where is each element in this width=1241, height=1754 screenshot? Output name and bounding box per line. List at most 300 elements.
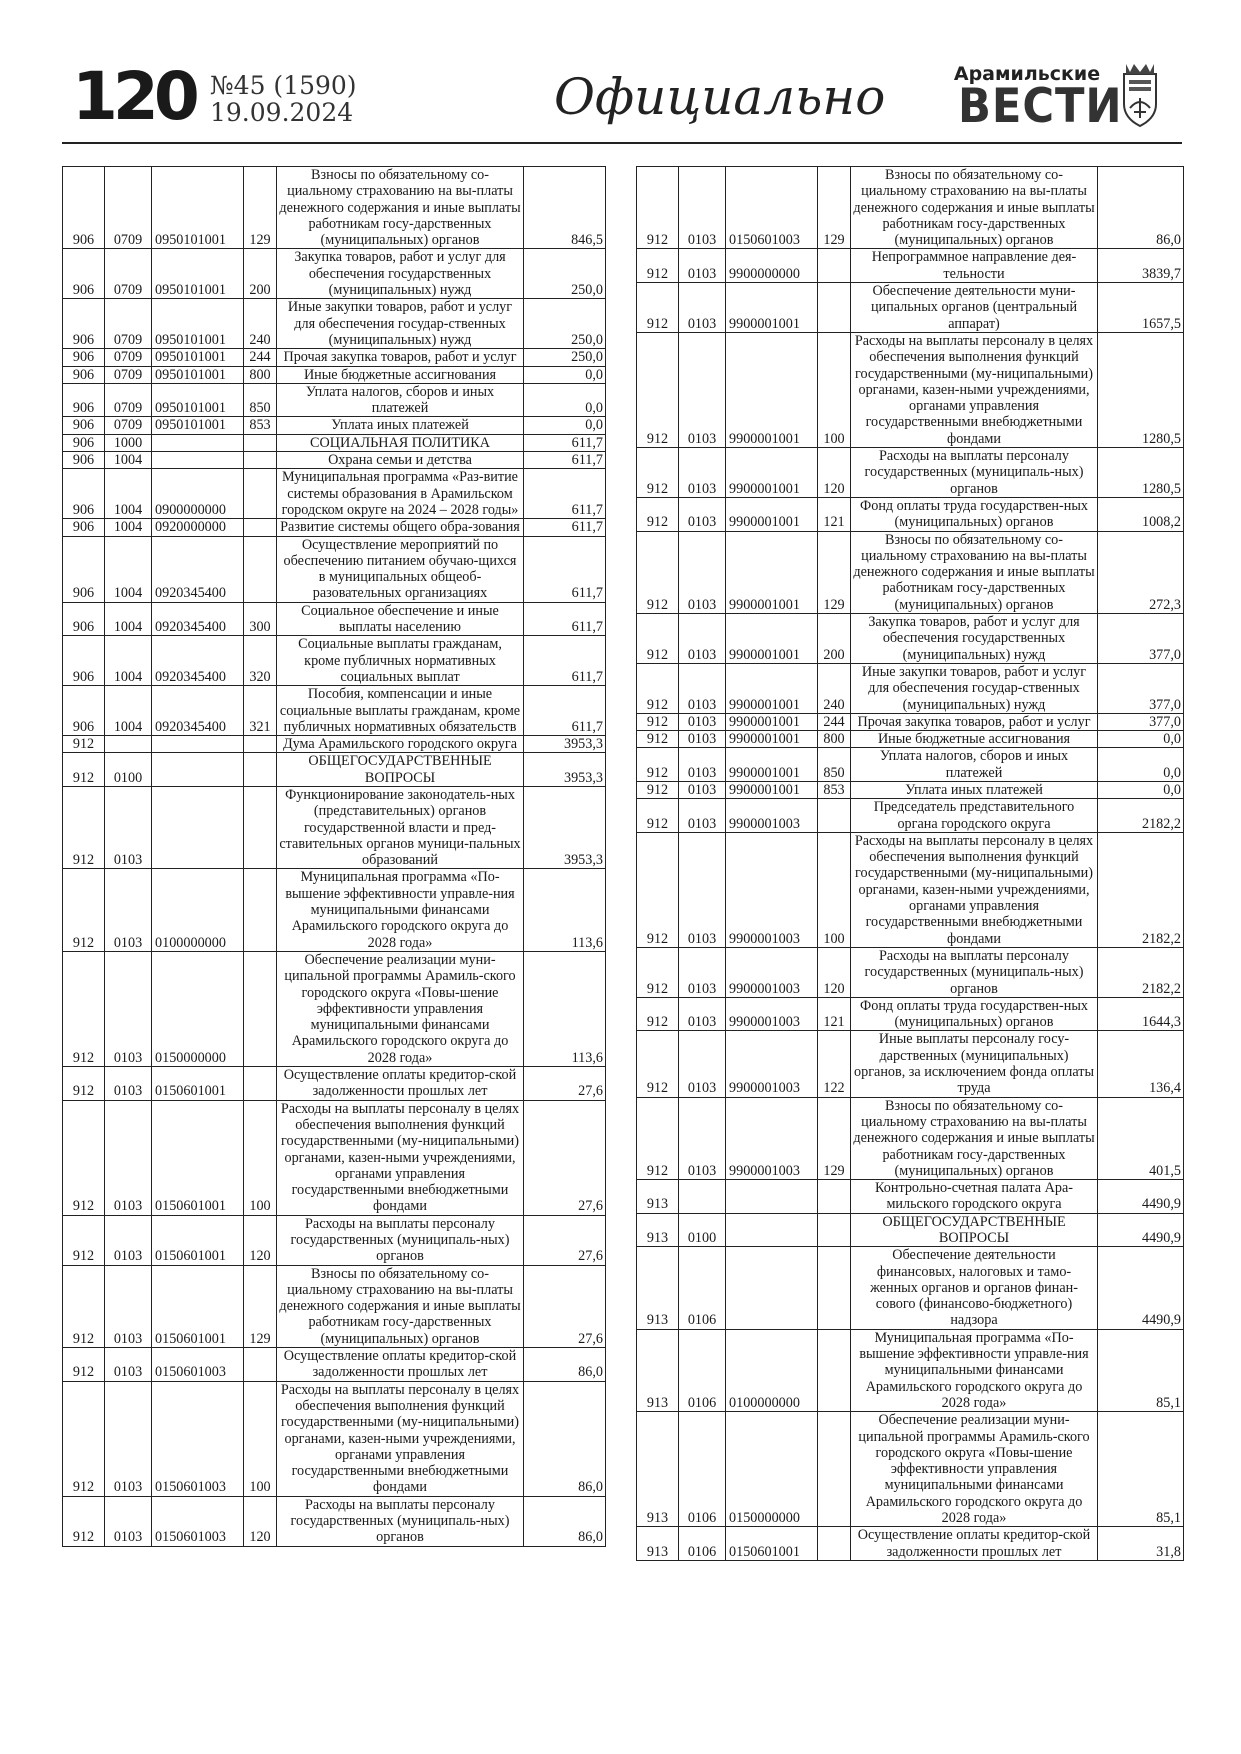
section-code-cell: 0100: [679, 1213, 726, 1247]
expense-type-cell: 240: [244, 299, 277, 349]
description-cell: Расходы на выплаты персоналу государственных (муниципаль-ных) органов: [851, 448, 1098, 498]
table-row: [63, 249, 606, 299]
section-code-cell: 1004: [105, 602, 152, 636]
section-code-cell: 1004: [105, 469, 152, 519]
target-article-cell: 9900001001: [726, 663, 818, 713]
amount-cell: 0,0: [524, 417, 606, 434]
dept-code-cell: 906: [63, 167, 105, 249]
expense-type-cell: [244, 469, 277, 519]
expense-type-cell: [244, 536, 277, 602]
table-row: [637, 1412, 1184, 1527]
table-row: [637, 663, 1184, 713]
expense-type-cell: 120: [244, 1215, 277, 1265]
expense-type-cell: [244, 1067, 277, 1101]
table-row: [63, 1215, 606, 1265]
target-article-cell: 9900001003: [726, 799, 818, 833]
amount-cell: 86,0: [524, 1381, 606, 1496]
table-row: [63, 167, 606, 249]
expense-type-cell: 321: [244, 686, 277, 736]
amount-cell: 27,6: [524, 1265, 606, 1347]
section-code-cell: 0103: [679, 283, 726, 333]
section-code-cell: 0709: [105, 383, 152, 417]
amount-cell: 113,6: [524, 951, 606, 1066]
target-article-cell: 0150601001: [152, 1067, 244, 1101]
target-article-cell: 9900001003: [726, 997, 818, 1031]
dept-code-cell: 912: [637, 249, 679, 283]
dept-code-cell: 912: [637, 497, 679, 531]
amount-cell: 611,7: [524, 686, 606, 736]
dept-code-cell: 906: [63, 636, 105, 686]
description-cell: Обеспечение деятельности муни-ципальных органов (центральный аппарат): [851, 283, 1098, 333]
amount-cell: 250,0: [524, 249, 606, 299]
amount-cell: 250,0: [524, 349, 606, 366]
amount-cell: 4490,9: [1098, 1180, 1184, 1214]
amount-cell: 0,0: [1098, 731, 1184, 748]
description-cell: Иные бюджетные ассигнования: [851, 731, 1098, 748]
amount-cell: 401,5: [1098, 1097, 1184, 1179]
dept-code-cell: 906: [63, 602, 105, 636]
expense-type-cell: 100: [818, 332, 851, 447]
description-cell: Муниципальная программа «По-вышение эффективности управле-ния муниципальными финансами Арамильского городского округа до 2028 года»: [851, 1329, 1098, 1411]
expense-type-cell: [244, 452, 277, 469]
section-code-cell: 0103: [679, 663, 726, 713]
section-code-cell: 0106: [679, 1412, 726, 1527]
page-header: [62, 58, 1182, 144]
dept-code-cell: 912: [63, 1496, 105, 1546]
amount-cell: 113,6: [524, 869, 606, 951]
amount-cell: 846,5: [524, 167, 606, 249]
dept-code-cell: 912: [637, 832, 679, 947]
amount-cell: 1644,3: [1098, 997, 1184, 1031]
expense-type-cell: 121: [818, 997, 851, 1031]
table-row: [63, 349, 606, 366]
section-code-cell: 0103: [679, 832, 726, 947]
expense-type-cell: 120: [818, 448, 851, 498]
issue-number: №45 (1590): [210, 71, 357, 100]
table-row: [63, 519, 606, 536]
target-article-cell: 0920345400: [152, 536, 244, 602]
dept-code-cell: 912: [637, 1031, 679, 1097]
dept-code-cell: 906: [63, 366, 105, 383]
section-code-cell: 1004: [105, 636, 152, 686]
target-article-cell: 9900001001: [726, 283, 818, 333]
expense-type-cell: 200: [818, 614, 851, 664]
target-article-cell: 0920345400: [152, 686, 244, 736]
dept-code-cell: 912: [637, 167, 679, 249]
expense-type-cell: 800: [818, 731, 851, 748]
description-cell: Взносы по обязательному со-циальному страхованию на вы-платы денежного содержания и иные выплаты работникам госу-дарственных (муниципальных) органов: [851, 531, 1098, 613]
amount-cell: 0,0: [1098, 781, 1184, 798]
dept-code-cell: 912: [637, 663, 679, 713]
target-article-cell: 0150601001: [152, 1215, 244, 1265]
left-table-body: [63, 167, 606, 1547]
expense-type-cell: [818, 1329, 851, 1411]
table-row: [637, 781, 1184, 798]
expense-type-cell: 200: [244, 249, 277, 299]
amount-cell: 4490,9: [1098, 1213, 1184, 1247]
target-article-cell: 0150601003: [152, 1348, 244, 1382]
target-article-cell: 9900001003: [726, 947, 818, 997]
amount-cell: 0,0: [524, 366, 606, 383]
description-cell: Взносы по обязательному со-циальному страхованию на вы-платы денежного содержания и иные выплаты работникам госу-дарственных (муниципальных) органов: [277, 167, 524, 249]
dept-code-cell: 906: [63, 299, 105, 349]
section-code-cell: 0103: [679, 997, 726, 1031]
target-article-cell: [152, 786, 244, 868]
target-article-cell: 0950101001: [152, 349, 244, 366]
amount-cell: 1280,5: [1098, 332, 1184, 447]
amount-cell: 611,7: [524, 536, 606, 602]
newspaper-logo: [952, 63, 1123, 134]
dept-code-cell: 913: [637, 1412, 679, 1527]
target-article-cell: [152, 452, 244, 469]
amount-cell: 27,6: [524, 1067, 606, 1101]
section-code-cell: 0103: [679, 249, 726, 283]
dept-code-cell: 912: [637, 947, 679, 997]
target-article-cell: 0950101001: [152, 366, 244, 383]
description-cell: Иные бюджетные ассигнования: [277, 366, 524, 383]
table-row: [63, 951, 606, 1066]
amount-cell: 611,7: [524, 469, 606, 519]
table-row: [637, 748, 1184, 782]
table-row: [63, 1265, 606, 1347]
expense-type-cell: 120: [244, 1496, 277, 1546]
dept-code-cell: 906: [63, 249, 105, 299]
target-article-cell: 9900001001: [726, 497, 818, 531]
target-article-cell: 9900001001: [726, 748, 818, 782]
section-code-cell: [679, 1180, 726, 1214]
table-row: [63, 686, 606, 736]
table-row: [637, 713, 1184, 730]
table-row: [637, 799, 1184, 833]
target-article-cell: [152, 753, 244, 787]
description-cell: Обеспечение деятельности финансовых, налоговых и тамо-женных органов и органов финан-сового (финансово-бюджетного) надзора: [851, 1247, 1098, 1329]
expense-type-cell: 121: [818, 497, 851, 531]
header-rule: [62, 142, 1182, 144]
amount-cell: 3839,7: [1098, 249, 1184, 283]
table-row: [637, 614, 1184, 664]
expense-type-cell: 850: [818, 748, 851, 782]
table-row: [637, 997, 1184, 1031]
dept-code-cell: 906: [63, 434, 105, 451]
table-row: [637, 448, 1184, 498]
section-code-cell: 0103: [105, 1496, 152, 1546]
expense-type-cell: 244: [818, 713, 851, 730]
expense-type-cell: 800: [244, 366, 277, 383]
table-row: [63, 1348, 606, 1382]
expense-type-cell: [244, 434, 277, 451]
section-code-cell: 1004: [105, 536, 152, 602]
dept-code-cell: 906: [63, 383, 105, 417]
section-code-cell: 0103: [105, 951, 152, 1066]
table-row: [63, 434, 606, 451]
amount-cell: 1280,5: [1098, 448, 1184, 498]
target-article-cell: [726, 1213, 818, 1247]
amount-cell: 85,1: [1098, 1412, 1184, 1527]
description-cell: Расходы на выплаты персоналу в целях обеспечения выполнения функций государственными (му-ниципальными) органами, казен-ными учреждениями, органами управления государственными внебюджетными фондами: [851, 332, 1098, 447]
description-cell: Уплата налогов, сборов и иных платежей: [851, 748, 1098, 782]
expense-type-cell: [244, 1348, 277, 1382]
target-article-cell: 9900001001: [726, 713, 818, 730]
amount-cell: 3953,3: [524, 736, 606, 753]
target-article-cell: 0150000000: [152, 951, 244, 1066]
expense-type-cell: [818, 1180, 851, 1214]
description-cell: Муниципальная программа «Раз-витие системы образования в Арамильском городском округе на 2024 – 2028 годы»: [277, 469, 524, 519]
target-article-cell: 0150601003: [726, 167, 818, 249]
expense-type-cell: 853: [818, 781, 851, 798]
section-code-cell: 0103: [679, 748, 726, 782]
description-cell: Расходы на выплаты персоналу в целях обеспечения выполнения функций государственными (му-ниципальными) органами, казен-ными учреждениями, органами управления государственными внебюджетными фондами: [277, 1381, 524, 1496]
section-code-cell: 0106: [679, 1329, 726, 1411]
target-article-cell: [152, 736, 244, 753]
dept-code-cell: 912: [637, 713, 679, 730]
section-code-cell: 1000: [105, 434, 152, 451]
description-cell: Осуществление оплаты кредитор-ской задолженности прошлых лет: [851, 1527, 1098, 1561]
target-article-cell: 9900001003: [726, 1031, 818, 1097]
dept-code-cell: 912: [63, 1265, 105, 1347]
expense-type-cell: [244, 519, 277, 536]
table-row: [63, 602, 606, 636]
expense-type-cell: [818, 799, 851, 833]
description-cell: СОЦИАЛЬНАЯ ПОЛИТИКА: [277, 434, 524, 451]
table-row: [63, 636, 606, 686]
amount-cell: 2182,2: [1098, 799, 1184, 833]
description-cell: Функционирование законодатель-ных (представительных) органов государственной власти и пред-ставительных органов муници-пальных образований: [277, 786, 524, 868]
expense-type-cell: 320: [244, 636, 277, 686]
section-code-cell: [105, 736, 152, 753]
expense-type-cell: 122: [818, 1031, 851, 1097]
target-article-cell: 9900001003: [726, 1097, 818, 1179]
section-code-cell: 0709: [105, 349, 152, 366]
section-code-cell: 0709: [105, 366, 152, 383]
amount-cell: 3953,3: [524, 753, 606, 787]
dept-code-cell: 912: [637, 731, 679, 748]
table-row: [63, 753, 606, 787]
expense-type-cell: 100: [244, 1381, 277, 1496]
table-row: [63, 536, 606, 602]
target-article-cell: [726, 1247, 818, 1329]
expense-type-cell: [244, 951, 277, 1066]
expense-type-cell: [818, 1412, 851, 1527]
expense-type-cell: 100: [244, 1100, 277, 1215]
dept-code-cell: 906: [63, 349, 105, 366]
section-code-cell: 0103: [679, 947, 726, 997]
section-code-cell: 0103: [679, 448, 726, 498]
dept-code-cell: 906: [63, 417, 105, 434]
section-code-cell: 0103: [105, 786, 152, 868]
table-row: [637, 1213, 1184, 1247]
dept-code-cell: 913: [637, 1527, 679, 1561]
table-row: [637, 947, 1184, 997]
target-article-cell: 9900001001: [726, 448, 818, 498]
table-row: [637, 731, 1184, 748]
description-cell: Социальные выплаты гражданам, кроме публичных нормативных социальных выплат: [277, 636, 524, 686]
description-cell: Социальное обеспечение и иные выплаты населению: [277, 602, 524, 636]
budget-table-right: [636, 166, 1184, 1561]
dept-code-cell: 912: [637, 332, 679, 447]
description-cell: Обеспечение реализации муни-ципальной программы Арамиль-ского городского округа «Повы-шение эффективности управления муниципальными финансами Арамильского городского округа до 2028 года»: [277, 951, 524, 1066]
issue-info: [210, 72, 357, 126]
section-code-cell: 1004: [105, 519, 152, 536]
target-article-cell: 0100000000: [726, 1329, 818, 1411]
table-row: [63, 1067, 606, 1101]
target-article-cell: 0100000000: [152, 869, 244, 951]
table-row: [63, 786, 606, 868]
dept-code-cell: 912: [63, 951, 105, 1066]
section-code-cell: 0103: [679, 167, 726, 249]
expense-type-cell: [244, 869, 277, 951]
expense-type-cell: 850: [244, 383, 277, 417]
amount-cell: 611,7: [524, 636, 606, 686]
target-article-cell: 9900001003: [726, 832, 818, 947]
dept-code-cell: 906: [63, 452, 105, 469]
target-article-cell: 0920345400: [152, 636, 244, 686]
amount-cell: 86,0: [524, 1496, 606, 1546]
expense-type-cell: [818, 283, 851, 333]
description-cell: Уплата иных платежей: [851, 781, 1098, 798]
description-cell: Осуществление мероприятий по обеспечению питанием обучаю-щихся в муниципальных общеоб-разовательных организациях: [277, 536, 524, 602]
amount-cell: 377,0: [1098, 713, 1184, 730]
target-article-cell: 0150601003: [152, 1496, 244, 1546]
section-code-cell: 0106: [679, 1527, 726, 1561]
section-code-cell: 0103: [679, 332, 726, 447]
expense-type-cell: 120: [818, 947, 851, 997]
table-row: [637, 1097, 1184, 1179]
table-row: [63, 299, 606, 349]
dept-code-cell: 913: [637, 1247, 679, 1329]
amount-cell: 86,0: [524, 1348, 606, 1382]
expense-type-cell: [818, 1247, 851, 1329]
target-article-cell: 9900001001: [726, 781, 818, 798]
target-article-cell: 0150601003: [152, 1381, 244, 1496]
table-row: [637, 1247, 1184, 1329]
description-cell: Осуществление оплаты кредитор-ской задолженности прошлых лет: [277, 1348, 524, 1382]
table-row: [63, 1496, 606, 1546]
dept-code-cell: 906: [63, 519, 105, 536]
amount-cell: 2182,2: [1098, 832, 1184, 947]
description-cell: Взносы по обязательному со-циальному страхованию на вы-платы денежного содержания и иные выплаты работникам госу-дарственных (муниципальных) органов: [277, 1265, 524, 1347]
description-cell: Пособия, компенсации и иные социальные выплаты гражданам, кроме публичных нормативных обязательств: [277, 686, 524, 736]
target-article-cell: 0950101001: [152, 417, 244, 434]
section-code-cell: 0103: [679, 799, 726, 833]
table-row: [63, 452, 606, 469]
section-code-cell: 0103: [105, 1265, 152, 1347]
amount-cell: 2182,2: [1098, 947, 1184, 997]
expense-type-cell: 853: [244, 417, 277, 434]
dept-code-cell: 912: [637, 283, 679, 333]
target-article-cell: 0150601001: [726, 1527, 818, 1561]
amount-cell: 377,0: [1098, 663, 1184, 713]
table-row: [637, 283, 1184, 333]
description-cell: Фонд оплаты труда государствен-ных (муниципальных) органов: [851, 497, 1098, 531]
description-cell: Закупка товаров, работ и услуг для обеспечения государственных (муниципальных) нужд: [851, 614, 1098, 664]
description-cell: Закупка товаров, работ и услуг для обеспечения государственных (муниципальных) нужд: [277, 249, 524, 299]
amount-cell: 27,6: [524, 1100, 606, 1215]
target-article-cell: 9900000000: [726, 249, 818, 283]
section-code-cell: 0103: [679, 781, 726, 798]
table-row: [63, 383, 606, 417]
table-row: [637, 249, 1184, 283]
description-cell: Дума Арамильского городского округа: [277, 736, 524, 753]
amount-cell: 611,7: [524, 602, 606, 636]
dept-code-cell: 912: [63, 1348, 105, 1382]
dept-code-cell: 912: [637, 799, 679, 833]
table-row: [63, 736, 606, 753]
amount-cell: 0,0: [1098, 748, 1184, 782]
issue-date: 19.09.2024: [210, 98, 354, 127]
section-code-cell: 1004: [105, 686, 152, 736]
section-code-cell: 0106: [679, 1247, 726, 1329]
section-code-cell: 0709: [105, 417, 152, 434]
target-article-cell: 9900001001: [726, 531, 818, 613]
amount-cell: 3953,3: [524, 786, 606, 868]
table-row: [63, 366, 606, 383]
expense-type-cell: 100: [818, 832, 851, 947]
target-article-cell: 9900001001: [726, 731, 818, 748]
description-cell: Фонд оплаты труда государствен-ных (муниципальных) органов: [851, 997, 1098, 1031]
logo-top-text: Арамильские: [953, 63, 1101, 85]
table-row: [637, 167, 1184, 249]
target-article-cell: 0950101001: [152, 167, 244, 249]
description-cell: Иные закупки товаров, работ и услуг для обеспечения государ-ственных (муниципальных) нужд: [277, 299, 524, 349]
section-code-cell: 0103: [105, 869, 152, 951]
amount-cell: 27,6: [524, 1215, 606, 1265]
section-code-cell: 0103: [679, 1031, 726, 1097]
amount-cell: 1008,2: [1098, 497, 1184, 531]
dept-code-cell: 912: [63, 1067, 105, 1101]
section-code-cell: 0103: [679, 713, 726, 730]
target-article-cell: 0150601001: [152, 1265, 244, 1347]
description-cell: Охрана семьи и детства: [277, 452, 524, 469]
dept-code-cell: 912: [63, 1381, 105, 1496]
page-number: 120: [72, 58, 195, 135]
target-article-cell: 0950101001: [152, 383, 244, 417]
section-code-cell: 0100: [105, 753, 152, 787]
amount-cell: 250,0: [524, 299, 606, 349]
table-row: [637, 1180, 1184, 1214]
amount-cell: 85,1: [1098, 1329, 1184, 1411]
dept-code-cell: 906: [63, 469, 105, 519]
right-table-body: [637, 167, 1184, 1561]
dept-code-cell: 912: [63, 786, 105, 868]
section-code-cell: 0709: [105, 167, 152, 249]
description-cell: Взносы по обязательному со-циальному страхованию на вы-платы денежного содержания и иные выплаты работникам госу-дарственных (муниципальных) органов: [851, 1097, 1098, 1179]
target-article-cell: 9900001001: [726, 332, 818, 447]
expense-type-cell: 129: [244, 167, 277, 249]
expense-type-cell: [818, 1527, 851, 1561]
description-cell: Расходы на выплаты персоналу государственных (муниципаль-ных) органов: [277, 1496, 524, 1546]
amount-cell: 0,0: [524, 383, 606, 417]
description-cell: Взносы по обязательному со-циальному страхованию на вы-платы денежного содержания и иные выплаты работникам госу-дарственных (муниципальных) органов: [851, 167, 1098, 249]
dept-code-cell: 912: [637, 997, 679, 1031]
section-code-cell: 0709: [105, 249, 152, 299]
amount-cell: 611,7: [524, 452, 606, 469]
description-cell: Прочая закупка товаров, работ и услуг: [851, 713, 1098, 730]
description-cell: ОБЩЕГОСУДАРСТВЕННЫЕ ВОПРОСЫ: [277, 753, 524, 787]
target-article-cell: 0150000000: [726, 1412, 818, 1527]
description-cell: Расходы на выплаты персоналу государственных (муниципаль-ных) органов: [851, 947, 1098, 997]
section-title: Официально: [554, 68, 886, 126]
expense-type-cell: 240: [818, 663, 851, 713]
target-article-cell: 0920000000: [152, 519, 244, 536]
amount-cell: 611,7: [524, 434, 606, 451]
target-article-cell: 9900001001: [726, 614, 818, 664]
expense-type-cell: [818, 249, 851, 283]
description-cell: Расходы на выплаты персоналу государственных (муниципаль-ных) органов: [277, 1215, 524, 1265]
expense-type-cell: [244, 753, 277, 787]
dept-code-cell: 912: [63, 869, 105, 951]
expense-type-cell: [818, 1213, 851, 1247]
table-row: [637, 1329, 1184, 1411]
